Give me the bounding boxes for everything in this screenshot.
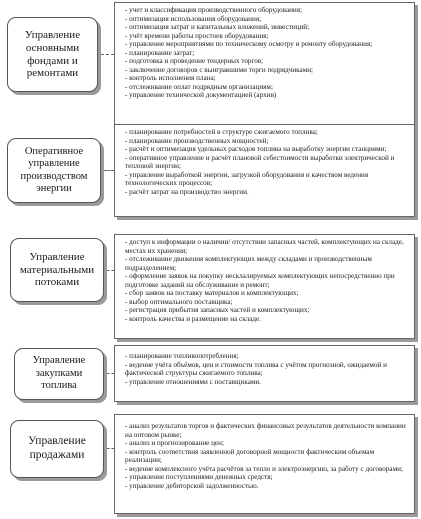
list-item: - регистрация прибытия запасных частей и комплектующих; <box>125 306 310 315</box>
block-material-flows-title: Управление материальными потоками <box>10 238 104 302</box>
list-item: - учет и классификация производственного оборудования; <box>125 6 303 14</box>
list-item: - отслеживание оплат подрядным организациям; <box>125 82 273 91</box>
list-item: - подготовка и проведение тендерных торгов; <box>125 57 264 66</box>
list-item: - расчёт и оптимизация удельных расходов топлива на выработку энергии станциями; <box>125 145 387 154</box>
list-item: - планирование производственных мощностей; <box>125 136 269 145</box>
block-material-flows-list <box>114 234 415 339</box>
list-item: - контроль качества и размещение на складе. <box>125 314 261 323</box>
list-item: - доступ к информации о наличии/ отсутствии запасных частей, комплектующих на складе, местах их хранения; <box>125 238 404 255</box>
block-sales-title: Управление продажами <box>10 420 104 478</box>
list-item: - расчёт затрат на производство энергии. <box>125 187 249 196</box>
list-item: - оптимизация затрат и капитальных вложений, инвестиций; <box>125 23 310 32</box>
connector-line <box>101 54 114 55</box>
block-fixed-assets-title: Управление основными фондами и ремонтами <box>7 17 98 92</box>
list-item: - отслеживание движения комплектующих между складами и производственным подразделением; <box>125 255 372 272</box>
block-fixed-assets-list <box>114 2 415 135</box>
list-item: - оптимизация использования оборудования; <box>125 14 262 23</box>
block-energy-production-title: Оперативное управление производством энергии <box>7 138 101 203</box>
block-fuel-procurement-list <box>114 345 415 402</box>
list-item: - сбор заявок на поставку материалов и комплектующих; <box>125 289 299 298</box>
list-item: - управление поступлениями денежных средств; <box>125 473 273 482</box>
list-item: - учёт времени работы простоев оборудования; <box>125 31 269 40</box>
list-item: - планирование потребностей в структуре сжигаемого топлива; <box>125 128 318 136</box>
connector-line <box>104 170 114 171</box>
list-item: - планирование затрат; <box>125 48 195 57</box>
list-item: - ведение комплексного учёта расчётов за тепло и электроэнергию, за работу с договорами; <box>125 464 403 473</box>
block-energy-production-list <box>114 124 415 217</box>
list-item: - управление дебиторской задолженностью. <box>125 481 259 490</box>
connector-line <box>107 448 114 449</box>
list-item: - заключение договоров с выигравшими торги подрядчиками; <box>125 65 314 74</box>
list-item: - контроль соответствия заявленной договорной мощности фактическим объемам реализации; <box>125 447 375 465</box>
list-item: - анализ и прогнозирование цен; <box>125 439 224 448</box>
list-item: - анализ результатов торгов и фактических финансовых результатов деятельности компании на оптовом рынке; <box>125 422 406 439</box>
list-item: - управление выработкой энергии, загрузкой оборудования и качеством ведения технологических процессов; <box>125 170 369 188</box>
connector-line <box>107 373 114 374</box>
list-item: - оформление заявок на покупку несклалируемых комплектующих непосредственно при подготовке заданий на обслуживание и ремонт; <box>125 272 395 289</box>
list-item: - контроль исполнения плана; <box>125 74 216 83</box>
list-item: - управление отношениями с поставщиками. <box>125 377 262 386</box>
block-fuel-procurement-title: Управление закупками топлива <box>14 348 104 400</box>
list-item: - управление мероприятиями по техническому осмотру и ремонту оборудования; <box>125 40 373 49</box>
list-item: - управление технической документацией (архив) <box>125 91 277 100</box>
block-sales-list <box>114 414 415 514</box>
list-item: - ведение учёта объёмов, цен и стоимости топлива с учётом прогнозной, ожидаемой и фактической структуры сжигаемого топлива; <box>125 360 387 378</box>
list-item: - планирование топливопотребления; <box>125 352 239 360</box>
connector-line <box>107 270 114 271</box>
list-item: - оперативное управление и расчёт плановой себестоимости выработки электрической и тепловой энергии; <box>125 153 395 171</box>
list-item: - выбор оптимального поставщика; <box>125 297 233 306</box>
